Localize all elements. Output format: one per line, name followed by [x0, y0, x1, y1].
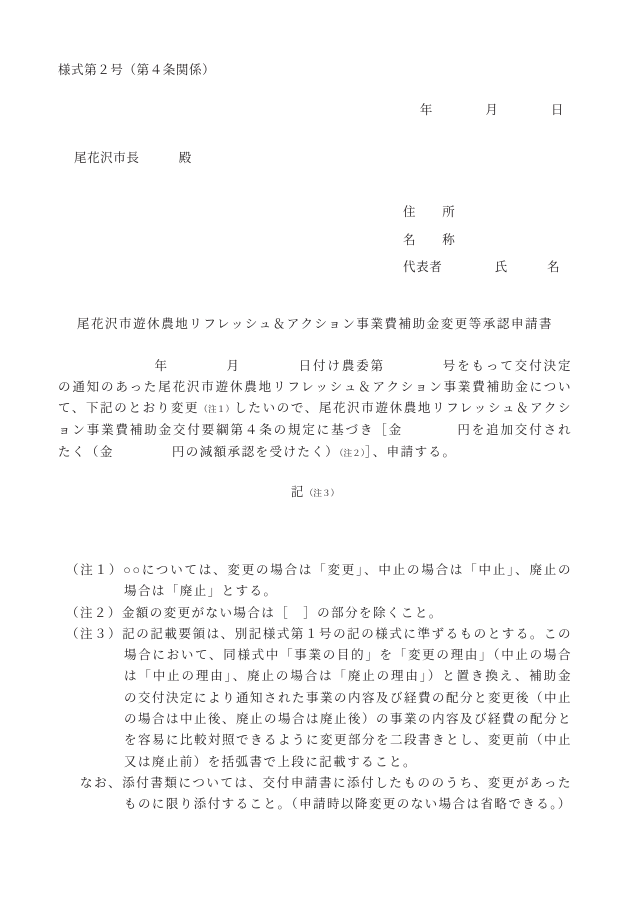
note-3-addendum-text: なお、添付書類については、交付申請書に添付したもののうち、変更があったものに限り添付すること。（申請時以降変更のない場合は省略できる。）: [80, 775, 572, 812]
date-blank-line: 年 月 日: [419, 103, 564, 117]
body-line-5a: く）: [311, 444, 340, 459]
note-3-label: （注３）: [66, 626, 123, 641]
applicant-name-label: 名 称: [403, 232, 456, 247]
ki-heading: [58, 482, 572, 500]
inline-note-mark-1: （注１）: [199, 404, 235, 415]
form-number: 様式第２号（第４条関係）: [58, 63, 216, 77]
body-line-1: 年 月 日付け農委第 号をもって交付決定の通知のあった尾花沢: [58, 358, 572, 394]
note-item-1: [66, 560, 572, 603]
ki-label: 記: [290, 484, 305, 499]
note-2-text-b: ］の部分を除くこと。: [303, 605, 443, 620]
body-line-4c: 円の減額承認を受けた: [171, 444, 312, 459]
applicant-representative-label: 代表者 氏 名: [403, 260, 561, 274]
addressee-line: 尾花沢市長 殿: [74, 151, 192, 165]
applicant-info-block: [58, 206, 572, 274]
document-title: 尾花沢市遊休農地リフレッシュ＆アクション事業費補助金変更等承認申請書: [76, 316, 554, 331]
applicant-address-label: 住 所: [403, 205, 456, 219]
body-line-2: 市遊休農地リフレッシュ＆アクション事業費補助金について、下記のとおり変更: [58, 379, 572, 416]
notes-section: [58, 560, 572, 816]
body-line-3: したいので、尾花沢市遊休農地リフレッシュ＆アクション事業費補助金交付要綱第４: [58, 401, 572, 438]
note-item-2: [66, 603, 572, 624]
note-2-text-a: 金額の変更がない場合は［: [121, 605, 290, 620]
body-paragraph: [58, 356, 572, 464]
body-line-4b: 円を追加交付されたく（金: [58, 423, 572, 459]
inline-note-mark-3: （注３）: [304, 487, 340, 498]
note-3-text: 記の記載要領は、別記様式第１号の記の様式に準ずるものとする。この場合において、同様式中「事業の目的」を「変更の理由」（中止の場合は「中止の理由」、廃止の場合は「廃止の理由」）と置き換え、補助金の交付決定により通知された事業の内容及び経費の配分と変更後（中止の場合は中止後、廃止の場合は廃止後）の事業の内容及び経費の配分とを容易に比較対照できるように変更部分を二段書きとし、変更前（中止又は廃止前）を括弧書で上段に記載すること。: [122, 626, 572, 769]
body-line-5b: ］、申請する。: [365, 444, 457, 459]
note-1-label: （注１）: [66, 562, 124, 577]
inline-note-mark-2: （注２）: [339, 447, 366, 458]
note-2-label: （注２）: [66, 605, 122, 620]
note-3-addendum: [66, 773, 572, 816]
note-item-3: [66, 624, 572, 773]
note-1-text: ○○については、変更の場合は「変更」、中止の場合は「中止」、廃止の場合は「廃止」とする。: [123, 562, 572, 599]
body-line-4a: 条の規定に基づき［金: [259, 423, 403, 438]
